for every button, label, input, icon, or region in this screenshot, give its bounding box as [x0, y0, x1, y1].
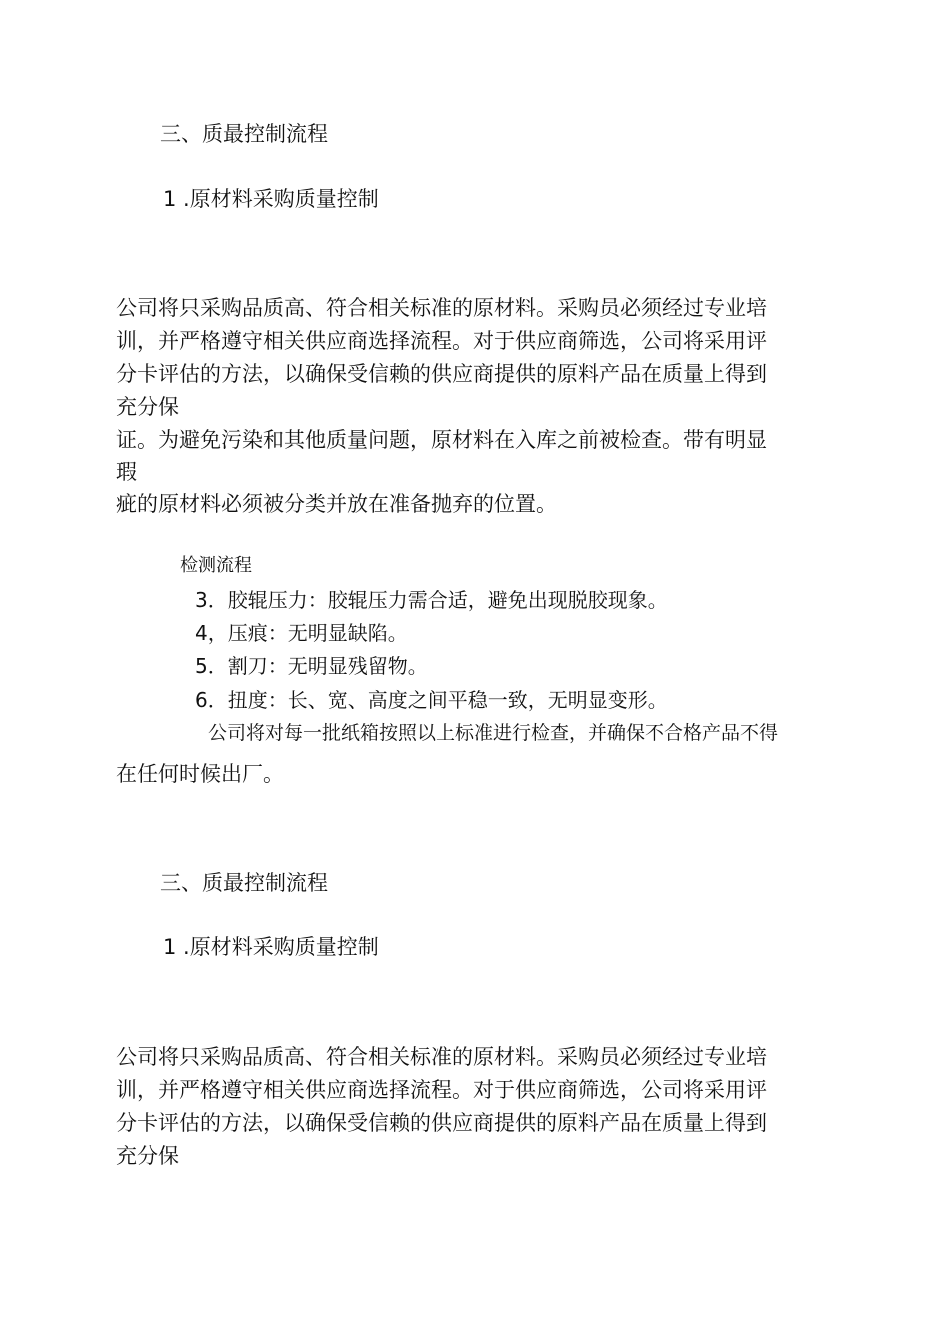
closing-line: 公司将对每一批纸箱按照以上标准进行检查，并确保不合格产品不得 [208, 722, 779, 744]
paragraph-line: 公司将只采购品质高、符合相关标准的原材料。采购员必须经过专业培 [116, 296, 767, 320]
section-heading: 三、质最控制流程 [160, 871, 328, 895]
paragraph-line: 充分保 [116, 395, 179, 419]
paragraph-line: 训，并严格遵守相关供应商选择流程。对于供应商筛选，公司将采用评 [116, 1078, 767, 1102]
paragraph-line: 训，并严格遵守相关供应商选择流程。对于供应商筛选，公司将采用评 [116, 329, 767, 353]
paragraph-line: 充分保 [116, 1144, 179, 1168]
section-subheading: 1 .原材料采购质量控制 [163, 187, 379, 211]
list-item: 6．扭度：长、宽、高度之间平稳一致，无明显变形。 [195, 688, 668, 712]
inspection-title: 检测流程 [180, 555, 252, 576]
list-item: 3．胶辊压力：胶辊压力需合适，避免出现脱胶现象。 [195, 588, 668, 612]
paragraph-line: 疵的原材料必须被分类并放在准备抛弃的位置。 [116, 492, 557, 516]
section-heading: 三、质最控制流程 [160, 122, 328, 146]
paragraph-line: 分卡评估的方法，以确保受信赖的供应商提供的原料产品在质量上得到 [116, 1111, 767, 1135]
paragraph-line: 公司将只采购品质高、符合相关标准的原材料。采购员必须经过专业培 [116, 1045, 767, 1069]
list-item: 4，压痕：无明显缺陷。 [195, 621, 408, 645]
paragraph-line: 证。为避免污染和其他质量问题，原材料在入库之前被检查。带有明显 [116, 428, 767, 452]
list-item: 5．割刀：无明显残留物。 [195, 654, 428, 678]
paragraph-line: 分卡评估的方法，以确保受信赖的供应商提供的原料产品在质量上得到 [116, 362, 767, 386]
closing-line: 在任何时候出厂。 [116, 762, 284, 786]
section-subheading: 1 .原材料采购质量控制 [163, 935, 379, 959]
paragraph-line: 瑕 [116, 460, 137, 484]
